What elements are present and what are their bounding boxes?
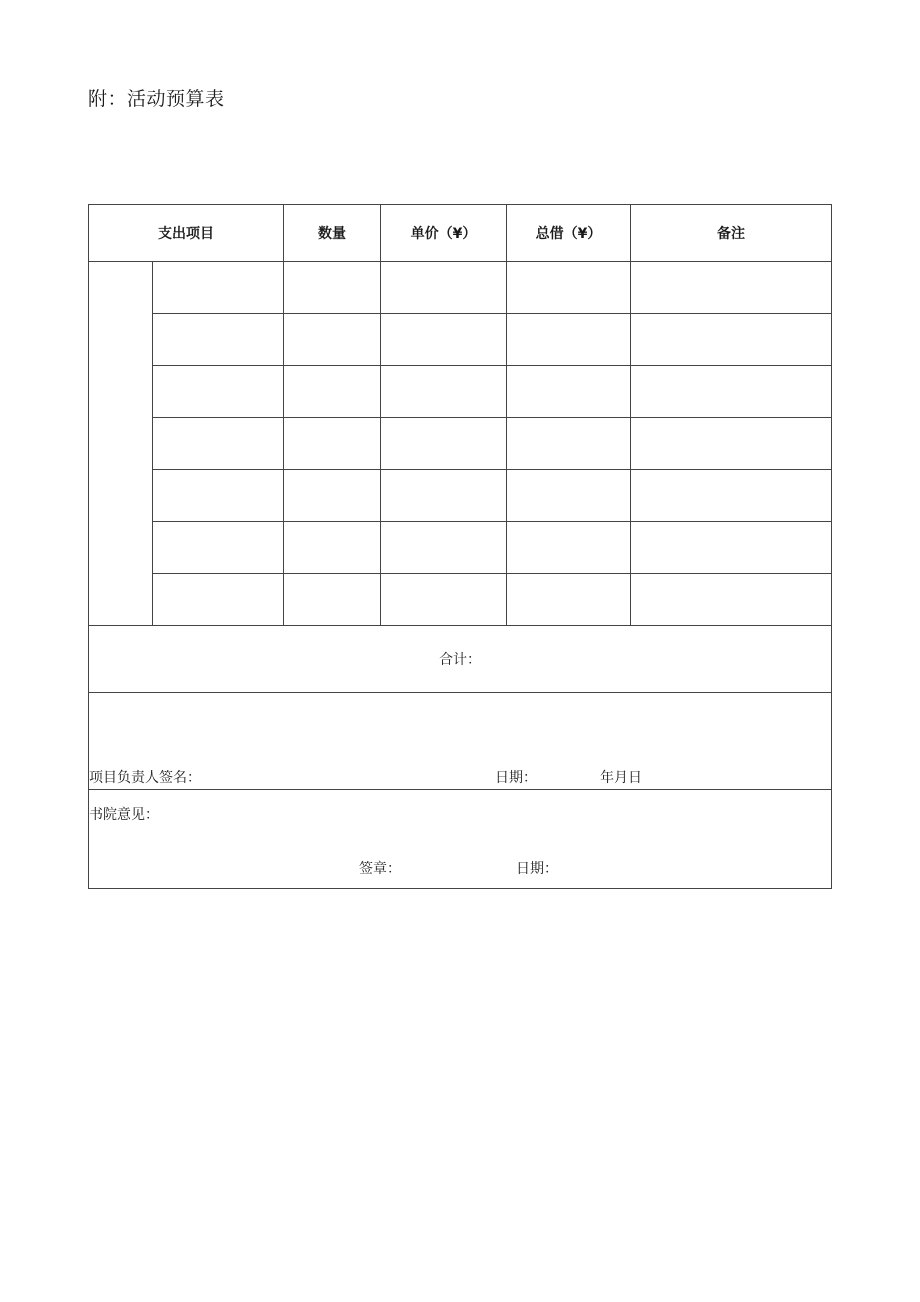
total-cell-merged[interactable] — [89, 626, 832, 693]
total-cell[interactable] — [507, 522, 631, 574]
remark-cell[interactable] — [631, 314, 832, 366]
quantity-cell[interactable] — [284, 262, 381, 314]
quantity-cell[interactable] — [284, 366, 381, 418]
category-cell[interactable] — [89, 262, 153, 626]
total-cell[interactable] — [507, 314, 631, 366]
item-cell[interactable] — [153, 366, 284, 418]
opinion-date-label: 日期： — [516, 861, 558, 877]
header-remark: 备注 — [631, 205, 832, 262]
header-quantity: 数量 — [284, 205, 381, 262]
item-cell[interactable] — [153, 262, 284, 314]
unit-price-cell[interactable] — [381, 470, 507, 522]
quantity-cell[interactable] — [284, 470, 381, 522]
remark-cell[interactable] — [631, 470, 832, 522]
table-row — [89, 262, 832, 314]
quantity-cell[interactable] — [284, 574, 381, 626]
item-cell[interactable] — [153, 522, 284, 574]
unit-price-cell[interactable] — [381, 418, 507, 470]
header-item: 支出项目 — [89, 205, 284, 262]
leader-signature-label: 项目负责人签名： — [89, 770, 201, 786]
quantity-cell[interactable] — [284, 522, 381, 574]
remark-cell[interactable] — [631, 366, 832, 418]
remark-cell[interactable] — [631, 418, 832, 470]
remark-cell[interactable] — [631, 262, 832, 314]
table-header-row — [89, 205, 832, 262]
table-row — [89, 314, 832, 366]
opinion-row — [89, 790, 832, 889]
header-total: 总借（¥） — [507, 205, 631, 262]
header-unit-price: 单价（¥） — [381, 205, 507, 262]
table-row — [89, 418, 832, 470]
signature-row — [89, 693, 832, 790]
total-row — [89, 626, 832, 693]
total-cell[interactable] — [507, 418, 631, 470]
quantity-cell[interactable] — [284, 314, 381, 366]
unit-price-cell[interactable] — [381, 522, 507, 574]
unit-price-cell[interactable] — [381, 262, 507, 314]
quantity-cell[interactable] — [284, 418, 381, 470]
signature-cell[interactable] — [89, 693, 832, 790]
budget-table — [88, 204, 832, 889]
unit-price-cell[interactable] — [381, 574, 507, 626]
unit-price-cell[interactable] — [381, 366, 507, 418]
table-row — [89, 366, 832, 418]
total-cell[interactable] — [507, 574, 631, 626]
unit-price-cell[interactable] — [381, 314, 507, 366]
table-row — [89, 574, 832, 626]
item-cell[interactable] — [153, 574, 284, 626]
total-label: 合计： — [439, 652, 481, 668]
item-cell[interactable] — [153, 314, 284, 366]
page-title: 附：活动预算表 — [88, 88, 225, 110]
total-cell[interactable] — [507, 262, 631, 314]
total-cell[interactable] — [507, 470, 631, 522]
year-month-day-label: 年月日 — [600, 770, 642, 786]
item-cell[interactable] — [153, 418, 284, 470]
total-cell[interactable] — [507, 366, 631, 418]
item-cell[interactable] — [153, 470, 284, 522]
table-row — [89, 522, 832, 574]
remark-cell[interactable] — [631, 522, 832, 574]
table-row — [89, 470, 832, 522]
academy-opinion-label: 书院意见： — [89, 807, 159, 823]
seal-label: 签章： — [359, 861, 401, 877]
remark-cell[interactable] — [631, 574, 832, 626]
opinion-cell[interactable] — [89, 790, 832, 889]
sign-date-label: 日期： — [495, 770, 537, 786]
